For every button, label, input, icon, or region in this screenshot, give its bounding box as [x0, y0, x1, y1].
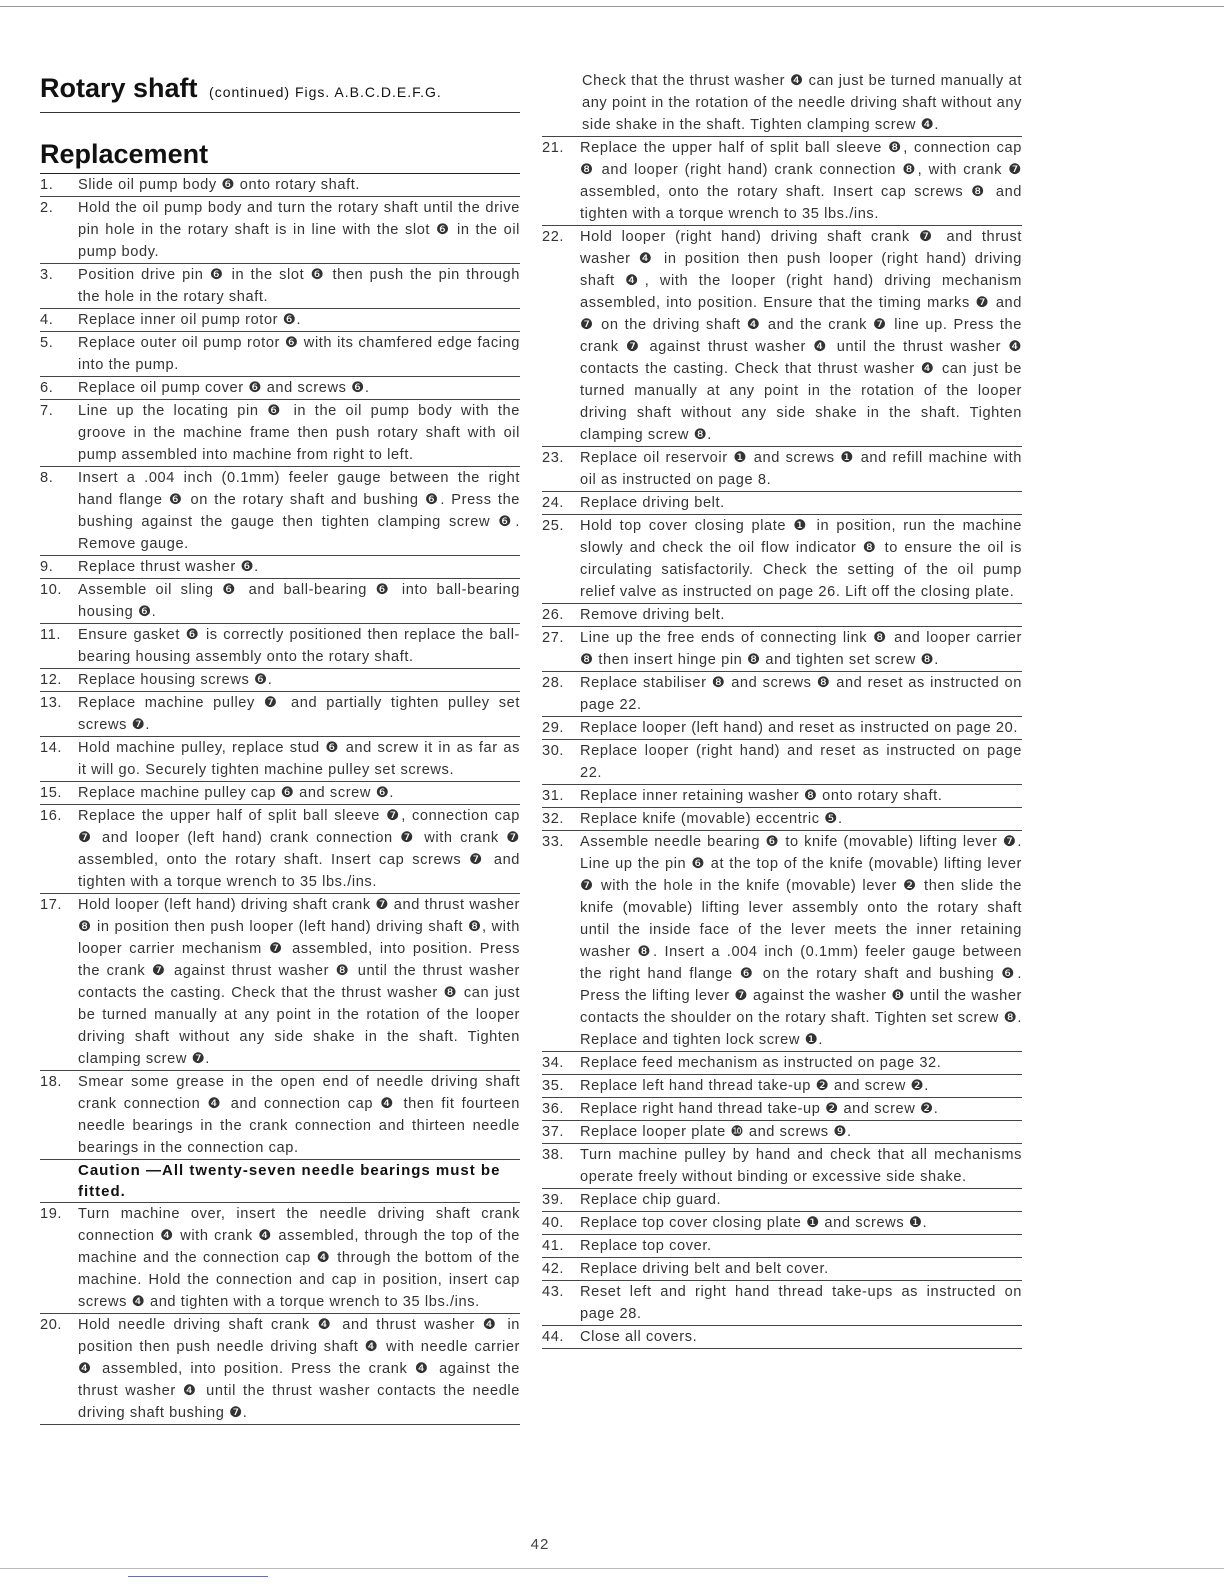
step-text: Position drive pin ❻ in the slot ❻ then push the pin through the hole in the rotary shaft.	[78, 267, 520, 305]
step-text: Replace feed mechanism as instructed on page 32.	[580, 1055, 942, 1071]
step-text: Hold top cover closing plate ❶ in position, run the machine slowly and check the oil flow indicator ❽ to ensure the oil is circulating satisfactorily. Check the setting of the oil pump relief valve as instructed on page 26. Lift off the closing plate.	[580, 518, 1022, 600]
step-item	[40, 579, 520, 624]
step-text: Replace looper (right hand) and reset as instructed on page 22.	[580, 743, 1022, 781]
step-number: 18.	[40, 1074, 63, 1090]
step-number: 36.	[542, 1101, 565, 1117]
step-number: 3.	[40, 267, 54, 283]
step-number: 44.	[542, 1329, 565, 1345]
bottom-rule	[0, 1568, 1224, 1569]
step-text: Replace machine pulley cap ❻ and screw ❻.	[78, 785, 395, 801]
step-number: 38.	[542, 1147, 565, 1163]
step-item	[40, 692, 520, 737]
step-item	[542, 492, 1022, 515]
step-item	[542, 1075, 1022, 1098]
step-text: Replace the upper half of split ball sleeve ❼, connection cap ❼ and looper (left hand) crank connection ❼ with crank ❼ assembled, onto the rotary shaft. Insert cap screws ❼ and tighten with a torque wrench to 35 lbs./ins.	[78, 808, 520, 890]
step-item	[542, 1281, 1022, 1326]
step-text: Replace looper plate ❿ and screws ❾.	[580, 1124, 852, 1140]
step-item	[40, 805, 520, 894]
step-item	[40, 894, 520, 1071]
step-item	[542, 1144, 1022, 1189]
step-text: Assemble needle bearing ❻ to knife (movable) lifting lever ❼. Line up the pin ❻ at the top of the knife (movable) lifting lever ❼ with the hole in the knife (movable) lever ❷ then slide the knife (movable) lifting lever assembly onto the rotary shaft until the inside face of the lever meets the inner retaining washer ❽. Insert a .004 inch (0.1mm) feeler gauge between the right hand flange ❻ on the rotary shaft and bushing ❻. Press the lifting lever ❼ against the washer ❽ until the washer contacts the shoulder on the rotary shaft. Tighten set screw ❽. Replace and tighten lock screw ❶.	[580, 834, 1022, 1048]
step-text: Turn machine pulley by hand and check that all mechanisms operate freely without binding or excessive side shake.	[580, 1147, 1022, 1185]
step-item	[40, 1071, 520, 1160]
step-item	[542, 1326, 1022, 1349]
step-text: Replace oil reservoir ❶ and screws ❶ and refill machine with oil as instructed on page 8.	[580, 450, 1022, 488]
step-20-continuation: Check that the thrust washer ❹ can just be turned manually at any point in the rotation of the needle driving shaft without any side shake in the shaft. Tighten clamping screw ❹.	[542, 70, 1022, 137]
step-text: Hold machine pulley, replace stud ❻ and screw it in as far as it will go. Securely tighten machine pulley set screws.	[78, 740, 520, 778]
title-subtitle: (continued) Figs. A.B.C.D.E.F.G.	[209, 84, 442, 100]
step-number: 19.	[40, 1206, 63, 1222]
page-title	[40, 70, 520, 113]
step-text: Replace outer oil pump rotor ❻ with its chamfered edge facing into the pump.	[78, 335, 520, 373]
step-item	[542, 447, 1022, 492]
step-text: Slide oil pump body ❻ onto rotary shaft.	[78, 177, 361, 193]
step-text: Remove driving belt.	[580, 607, 726, 623]
right-steps-list	[542, 137, 1022, 1349]
step-item	[40, 197, 520, 264]
step-item	[40, 174, 520, 197]
step-number: 28.	[542, 675, 565, 691]
step-item	[542, 1189, 1022, 1212]
step-item	[40, 377, 520, 400]
step-number: 23.	[542, 450, 565, 466]
step-item	[542, 604, 1022, 627]
step-text: Hold looper (left hand) driving shaft crank ❼ and thrust washer ❽ in position then push looper (left hand) driving shaft ❽, with looper carrier mechanism ❼ assembled, into position. Press the crank ❼ against thrust washer ❽ until the thrust washer contacts the casting. Check that the thrust washer ❽ can just be turned manually at any point in the rotation of the looper driving shaft without any side shake in the shaft. Tighten clamping screw ❼.	[78, 897, 520, 1067]
step-text: Hold the oil pump body and turn the rotary shaft until the drive pin hole in the rotary shaft is in line with the slot ❻ in the oil pump body.	[78, 200, 520, 260]
step-text: Ensure gasket ❻ is correctly positioned then replace the ball-bearing housing assembly onto the rotary shaft.	[78, 627, 520, 665]
step-number: 16.	[40, 808, 63, 824]
step-text: Replace top cover.	[580, 1238, 712, 1254]
step-number: 8.	[40, 470, 54, 486]
step-text: Smear some grease in the open end of needle driving shaft crank connection ❹ and connection cap ❹ then fit fourteen needle bearings in the crank connection and thirteen needle bearings in the connection cap.	[78, 1074, 520, 1156]
top-rule	[0, 6, 1224, 7]
step-item	[40, 400, 520, 467]
step-item	[40, 467, 520, 556]
step-number: 11.	[40, 627, 62, 643]
step-number: 13.	[40, 695, 63, 711]
step-number: 27.	[542, 630, 565, 646]
step-number: 35.	[542, 1078, 565, 1094]
step-number: 15.	[40, 785, 63, 801]
step-item	[40, 264, 520, 309]
step-item	[542, 831, 1022, 1052]
left-column	[40, 70, 520, 1425]
step-text: Replace housing screws ❻.	[78, 672, 273, 688]
step-text: Replace right hand thread take-up ❷ and screw ❷.	[580, 1101, 939, 1117]
step-number: 32.	[542, 811, 565, 827]
step-text: Replace thrust washer ❻.	[78, 559, 259, 575]
step-number: 2.	[40, 200, 54, 216]
step-text: Hold needle driving shaft crank ❹ and thrust washer ❹ in position then push needle driving shaft ❹ with needle carrier ❹ assembled, into position. Press the crank ❹ against the thrust washer ❹ until the thrust washer contacts the needle driving shaft bushing ❼.	[78, 1317, 520, 1421]
step-text: Turn machine over, insert the needle driving shaft crank connection ❹ with crank ❹ assembled, through the top of the machine and the connection cap ❹ through the bottom of the machine. Hold the connection and cap in position, insert cap screws ❹ and tighten with a torque wrench to 35 lbs./ins.	[78, 1206, 520, 1310]
step-item	[542, 717, 1022, 740]
step-number: 43.	[542, 1284, 565, 1300]
step-number: 30.	[542, 743, 565, 759]
step-text: Reset left and right hand thread take-ups as instructed on page 28.	[580, 1284, 1022, 1322]
section-title-replacement: Replacement	[40, 137, 520, 174]
step-text: Replace inner oil pump rotor ❻.	[78, 312, 302, 328]
step-number: 4.	[40, 312, 54, 328]
step-number: 41.	[542, 1238, 565, 1254]
step-text: Replace top cover closing plate ❶ and screws ❶.	[580, 1215, 928, 1231]
caution-note: Caution —All twenty-seven needle bearings must be fitted.	[40, 1160, 520, 1203]
step-item	[542, 785, 1022, 808]
step-text: Replace looper (left hand) and reset as instructed on page 20.	[580, 720, 1018, 736]
step-item	[40, 737, 520, 782]
step-number: 1.	[40, 177, 54, 193]
step-text: Line up the free ends of connecting link ❽ and looper carrier ❽ then insert hinge pin ❽ and tighten set screw ❽.	[580, 630, 1022, 668]
step-item	[542, 1235, 1022, 1258]
step-number: 24.	[542, 495, 565, 511]
step-text: Replace machine pulley ❼ and partially tighten pulley set screws ❼.	[78, 695, 520, 733]
bottom-link-line	[128, 1576, 268, 1577]
step-text: Replace knife (movable) eccentric ❺.	[580, 811, 843, 827]
step-number: 31.	[542, 788, 565, 804]
step-number: 12.	[40, 672, 63, 688]
page-number: 42	[530, 1536, 550, 1553]
step-item	[542, 1258, 1022, 1281]
step-text: Replace the upper half of split ball sleeve ❽, connection cap ❽ and looper (right hand) crank connection ❽, with crank ❼ assembled, onto the rotary shaft. Insert cap screws ❽ and tighten with a torque wrench to 35 lbs./ins.	[580, 140, 1022, 222]
step-number: 33.	[542, 834, 565, 850]
step-number: 42.	[542, 1261, 565, 1277]
step-number: 20.	[40, 1317, 63, 1333]
step-text: Hold looper (right hand) driving shaft crank ❼ and thrust washer ❹ in position then push looper (right hand) driving shaft ❹, with the looper (right hand) driving mechanism assembled, into position. Ensure that the timing marks ❼ and ❼ on the driving shaft ❹ and the crank ❼ line up. Press the crank ❼ against thrust washer ❹ until the thrust washer ❹ contacts the casting. Check that thrust washer ❹ can just be turned manually at any point in the rotation of the looper driving shaft without any side shake in the shaft. Tighten clamping screw ❽.	[580, 229, 1022, 443]
step-text: Insert a .004 inch (0.1mm) feeler gauge between the right hand flange ❻ on the rotary shaft and bushing ❻. Press the bushing against the gauge then tighten clamping screw ❻. Remove gauge.	[78, 470, 520, 552]
step-item	[542, 672, 1022, 717]
step-text: Replace inner retaining washer ❽ onto rotary shaft.	[580, 788, 943, 804]
step-number: 10.	[40, 582, 63, 598]
right-column	[542, 70, 1022, 1349]
step-item	[542, 137, 1022, 226]
step-number: 22.	[542, 229, 565, 245]
step-text: Replace chip guard.	[580, 1192, 722, 1208]
left-steps-list	[40, 174, 520, 1160]
step-number: 29.	[542, 720, 565, 736]
step-text: Assemble oil sling ❻ and ball-bearing ❻ into ball-bearing housing ❻.	[78, 582, 520, 620]
step-number: 5.	[40, 335, 54, 351]
step-item	[40, 1203, 520, 1314]
left-steps-after-list	[40, 1203, 520, 1425]
step-item	[40, 309, 520, 332]
title-main: Rotary shaft	[40, 73, 198, 103]
step-text: Close all covers.	[580, 1329, 698, 1345]
step-item	[40, 332, 520, 377]
step-item	[40, 624, 520, 669]
step-item	[542, 808, 1022, 831]
step-item	[542, 515, 1022, 604]
step-number: 7.	[40, 403, 54, 419]
step-number: 34.	[542, 1055, 565, 1071]
step-item	[40, 669, 520, 692]
step-item	[542, 226, 1022, 447]
step-item	[40, 782, 520, 805]
step-item	[40, 1314, 520, 1425]
step-number: 25.	[542, 518, 565, 534]
step-item	[542, 1121, 1022, 1144]
step-number: 14.	[40, 740, 63, 756]
step-text: Replace stabiliser ❽ and screws ❽ and reset as instructed on page 22.	[580, 675, 1022, 713]
step-number: 6.	[40, 380, 54, 396]
step-text: Replace driving belt.	[580, 495, 725, 511]
step-number: 39.	[542, 1192, 565, 1208]
step-text: Replace driving belt and belt cover.	[580, 1261, 829, 1277]
step-number: 21.	[542, 140, 565, 156]
step-item	[542, 1052, 1022, 1075]
step-item	[40, 556, 520, 579]
step-text: Line up the locating pin ❻ in the oil pump body with the groove in the machine frame then push rotary shaft with oil pump assembled into machine from right to left.	[78, 403, 520, 463]
step-number: 40.	[542, 1215, 565, 1231]
step-item	[542, 1098, 1022, 1121]
step-item	[542, 627, 1022, 672]
step-number: 37.	[542, 1124, 565, 1140]
step-text: Replace oil pump cover ❻ and screws ❻.	[78, 380, 370, 396]
step-number: 26.	[542, 607, 565, 623]
step-text: Replace left hand thread take-up ❷ and screw ❷.	[580, 1078, 929, 1094]
step-item	[542, 740, 1022, 785]
step-item	[542, 1212, 1022, 1235]
step-number: 17.	[40, 897, 63, 913]
step-number: 9.	[40, 559, 54, 575]
